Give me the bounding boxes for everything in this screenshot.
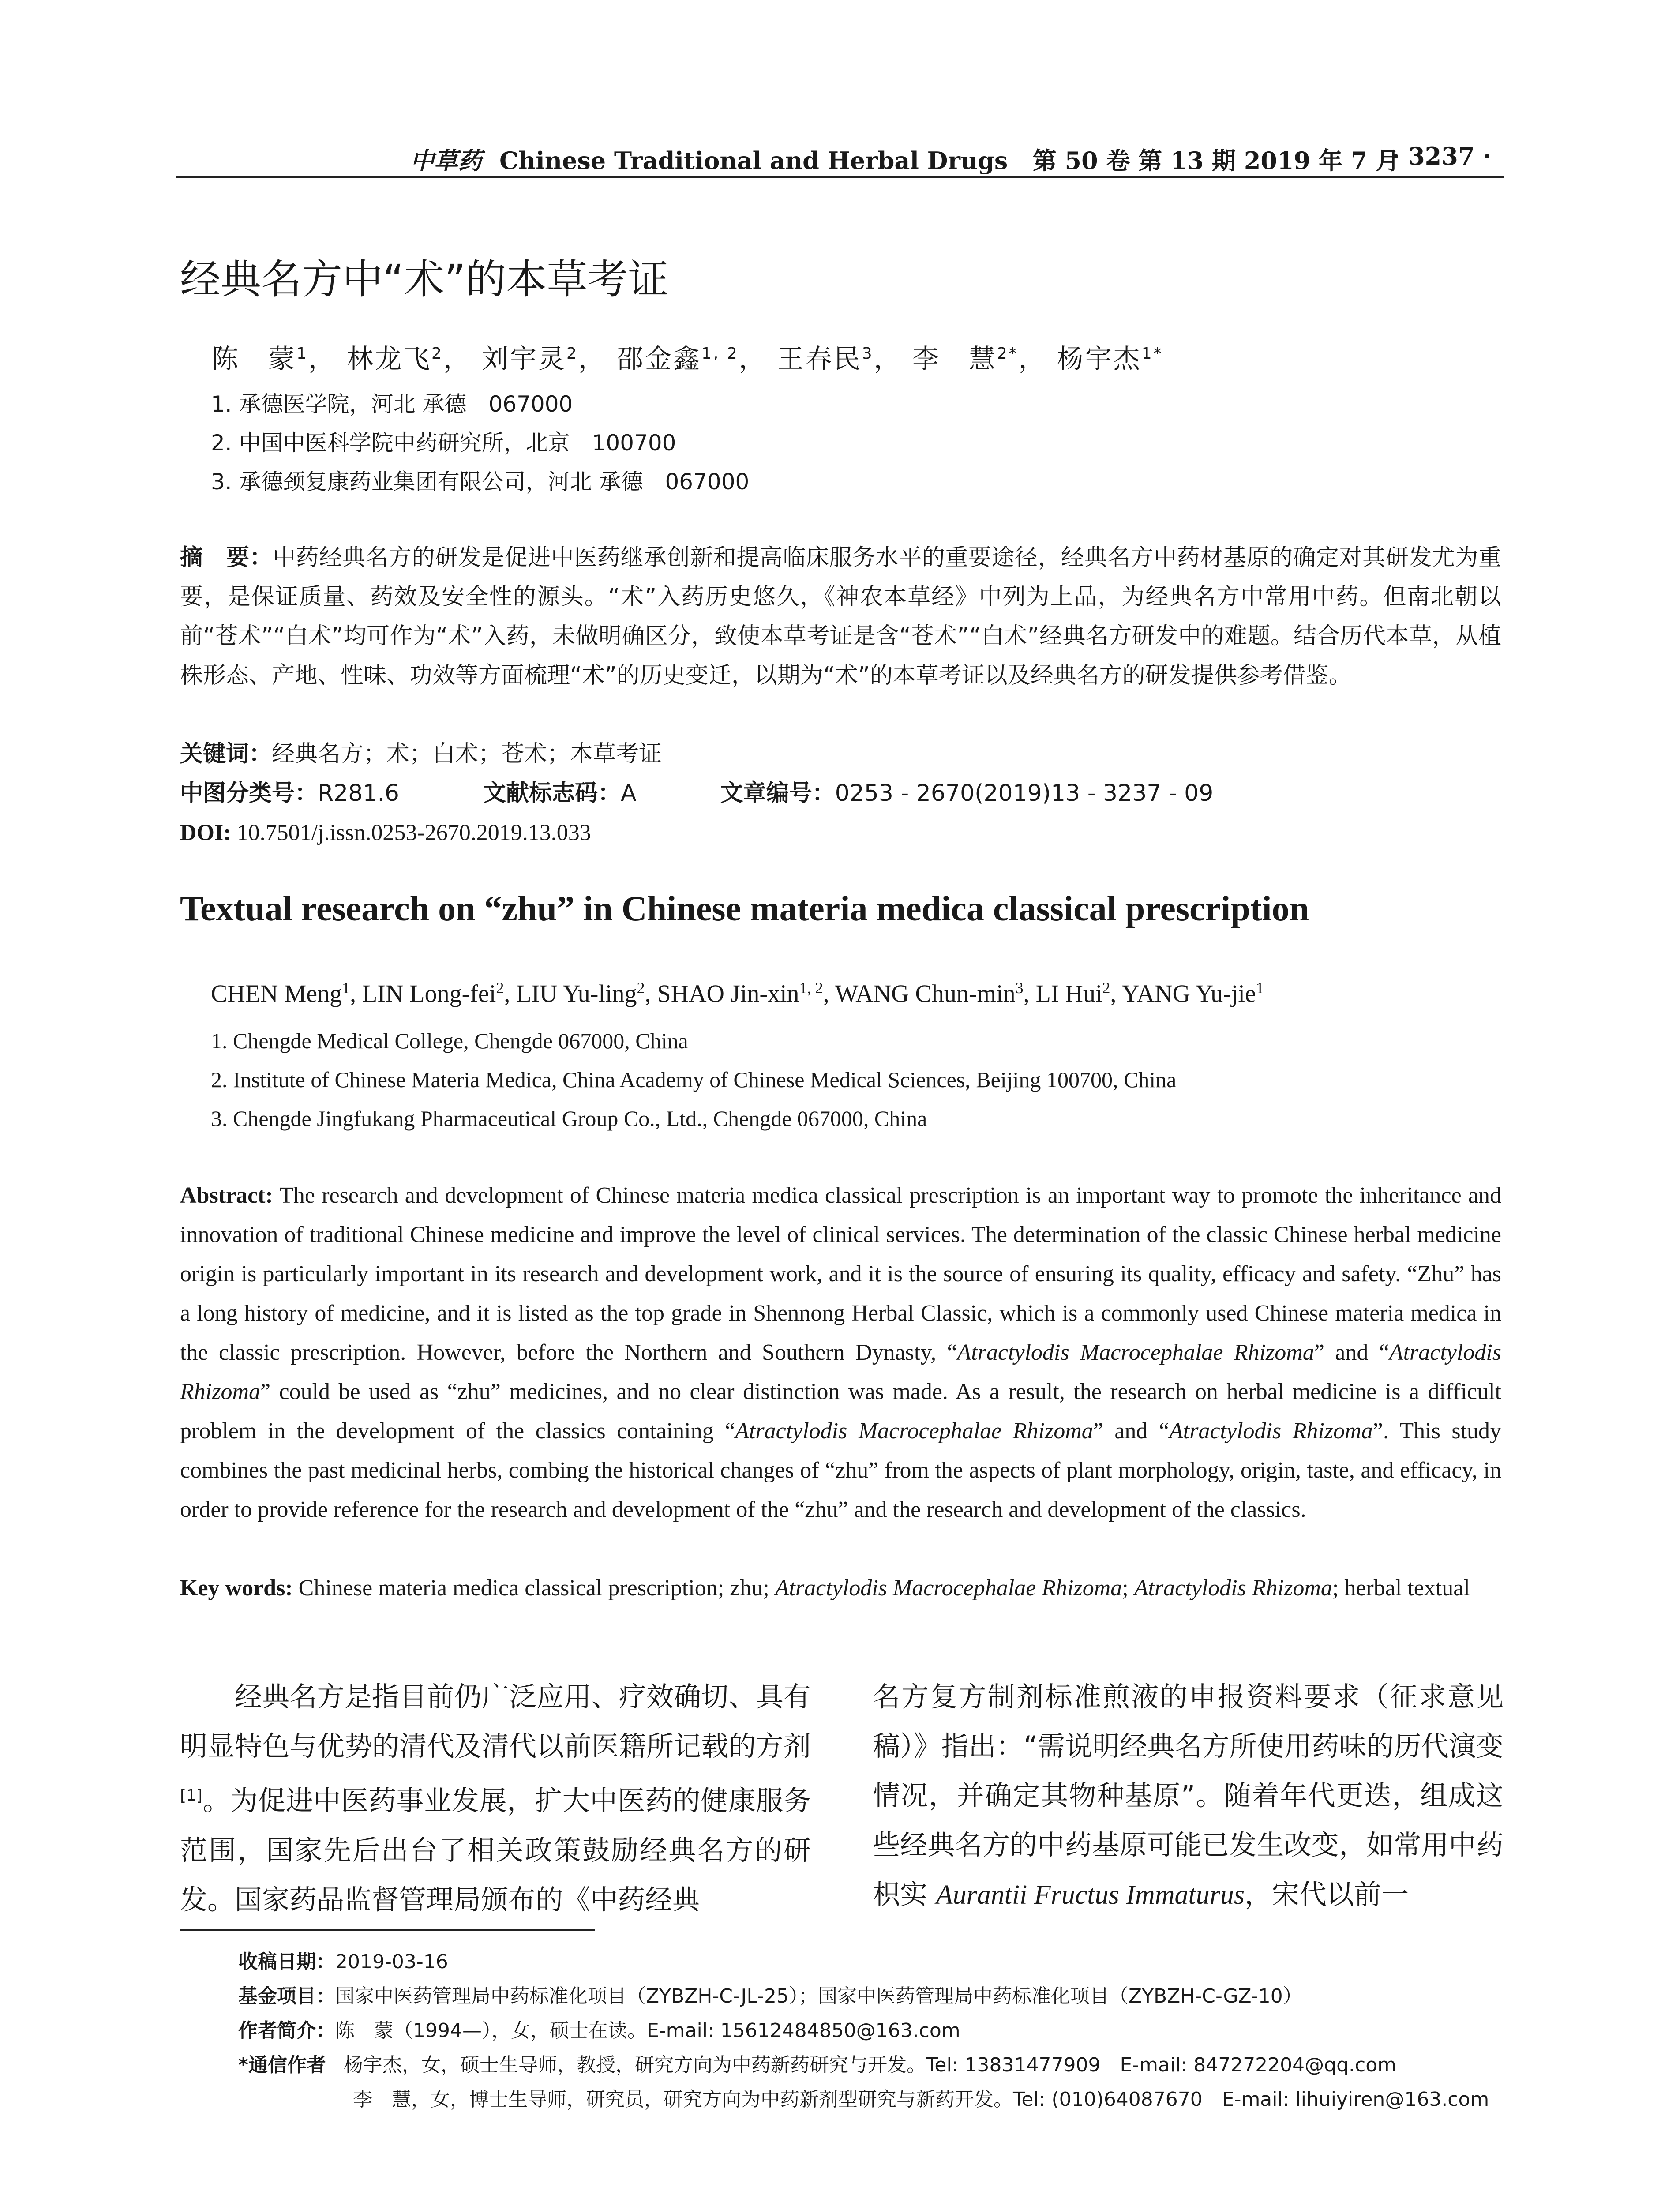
- footnote-funding: 基金项目：国家中医药管理局中药标准化项目（ZYBZH-C-JL-25）；国家中医药管理局中药标准化项目（ZYBZH-C-GZ-10）: [238, 1985, 1302, 2007]
- body-column-left: 经典名方是指目前仍广泛应用、疗效确切、具有明显特色与优势的清代及清代以前医籍所记载的方剂[1]。为促进中医药事业发展，扩大中医药的健康服务范围，国家先后出台了相关政策鼓励经典名方的研发。国家药品监督管理局颁布的《中药经典: [180, 1681, 811, 1916]
- latin-name: Atractylodis Macrocephalae Rhizoma: [735, 1418, 1093, 1444]
- reference-link[interactable]: [1]: [180, 1786, 202, 1805]
- doi-line: DOI: 10.7501/j.issn.0253-2670.2019.13.033: [180, 820, 591, 845]
- authors-cn: 陈 蒙$^1$， 林龙飞$^2$， 刘宇灵$^2$， 邵金鑫$^{1, 2}$， 王春民$^3$， 李 慧$^{2*}$， 杨宇杰$^{1*}$: [212, 344, 1163, 375]
- title-cn: 经典名方中“术”的本草考证: [180, 256, 669, 303]
- author-en: YANG Yu-jie: [1121, 980, 1256, 1008]
- author-en: WANG Chun-min: [835, 980, 1016, 1008]
- author-cn: 邵金鑫: [616, 344, 701, 375]
- latin-name: Atractylodis Rhizoma: [1134, 1576, 1332, 1601]
- author-cn: 林龙飞: [346, 344, 431, 375]
- title-en: Textual research on “zhu” in Chinese materia medica classical prescription: [180, 889, 1309, 928]
- author-en: LI Hui: [1035, 980, 1102, 1008]
- author-cn: 王春民: [777, 344, 862, 375]
- author-en: SHAO Jin-xin: [657, 980, 799, 1008]
- abstract-cn: [180, 538, 1501, 695]
- journal-name-cn: 中草药: [410, 146, 482, 175]
- author-cn: 陈 蒙: [212, 344, 296, 375]
- doi-link[interactable]: 10.7501/j.issn.0253-2670.2019.13.033: [236, 820, 591, 845]
- latin-name: Atractylodis Rhizoma: [180, 1340, 1501, 1404]
- affiliation-cn-2: 2. 中国中医科学院中药研究所，北京 100700: [211, 430, 676, 456]
- author-en: CHEN Meng: [211, 980, 342, 1008]
- affiliation-en-1: 1. Chengde Medical College, Chengde 067000, China: [211, 1028, 688, 1053]
- keywords-en: Key words: Chinese materia medica classical prescription; zhu; Atractylodis Macrocephalae Rhizoma; Atractylodis Rhizoma; herbal textual: [180, 1576, 1470, 1601]
- author-cn: 李 慧: [912, 344, 997, 375]
- footnote-author-bio: 作者简介：陈 蒙（1994—），女，硕士在读。E-mail: 15612484850@163.com: [238, 2019, 960, 2042]
- abstract-cn-text: 中药经典名方的研发是促进中医药继承创新和提高临床服务水平的重要途径，经典名方中药材基原的确定对其研发尤为重要，是保证质量、药效及安全性的源头。“术”入药历史悠久，《神农本草经》中列为上品，为经典名方中常用中药。但南北朝以前“苍术”“白术”均可作为“术”入药，未做明确区分，致使本草考证是含“苍术”“白术”经典名方研发中的难题。结合历代本草，从植株形态、产地、性味、功效等方面梳理“术”的历史变迁，以期为“术”的本草考证以及经典名方的研发提供参考借鉴。: [180, 544, 1501, 689]
- abstract-en-label: Abstract:: [180, 1183, 273, 1208]
- footnote-divider: [180, 1929, 595, 1931]
- classification-line: 中图分类号：R281.6 文献标志码：A 文章编号：0253 - 2670(2019)13 - 3237 - 09: [180, 780, 1214, 807]
- journal-name: [410, 142, 1399, 176]
- latin-name: Atractylodis Macrocephalae Rhizoma: [957, 1340, 1314, 1365]
- footnote-received: 收稿日期：2019-03-16: [238, 1951, 448, 1973]
- keywords-en-label: Key words:: [180, 1576, 293, 1601]
- footnote-corresponding-1: *通信作者 杨宇杰，女，硕士生导师，教授，研究方向为中药新药研究与开发。Tel: 13831477909 E-mail: 847272204@qq.com: [238, 2054, 1396, 2076]
- keywords-cn-label: 关键词：: [180, 741, 272, 767]
- latin-name: Aurantii Fructus Immaturus: [936, 1880, 1245, 1910]
- abstract-en: Abstract: The research and development of Chinese materia medica classical prescription is an important way to promote the inheritance and innovation of traditional Chinese medicine and improve the level of clinical services. The determination of the classic Chinese herbal medicine origin is particularly important in its research and development work, and it is the source of ensuring its quality, efficacy and safety. “Zhu” has a long history of medicine, and it is listed as the top grade in Shennong Herbal Classic, which is a commonly used Chinese materia medica in the classic prescription. However, before the Northern and Southern Dynasty, “Atractylodis Macrocephalae Rhizoma” and “Atractylodis Rhizoma” could be used as “zhu” medicines, and no clear distinction was made. As a result, the research on herbal medicine is a difficult problem in the development of the classics containing “Atractylodis Macrocephalae Rhizoma” and “Atractylodis Rhizoma”. This study combines the past medicinal herbs, combing the historical changes of “zhu” from the aspects of plant morphology, origin, taste, and efficacy, in order to provide reference for the research and development of the “zhu” and the research and development of the classics.: [180, 1183, 1502, 1522]
- author-en: LIU Yu-ling: [516, 980, 637, 1008]
- journal-name-en: Chinese Traditional and Herbal Drugs: [499, 146, 1008, 175]
- affiliation-cn-1: 1. 承德医学院，河北 承德 067000: [211, 391, 573, 417]
- clc-number: R281.6: [318, 780, 400, 807]
- latin-name: Atractylodis Rhizoma: [1169, 1418, 1373, 1444]
- author-cn: 杨宇杰: [1057, 344, 1142, 375]
- author-en: LIN Long-fei: [362, 980, 496, 1008]
- journal-issue: 第 50 卷 第 13 期 2019 年 7 月: [1032, 146, 1400, 175]
- running-header: [176, 140, 1504, 178]
- author-cn: 刘宇灵: [481, 344, 566, 375]
- latin-name: Atractylodis Macrocephalae Rhizoma: [775, 1576, 1122, 1601]
- footnote-corresponding-2: 李 慧，女，博士生导师，研究员，研究方向为中药新剂型研究与新药开发。Tel: (010)64087670 E-mail: lihuiyiren@163.com: [353, 2088, 1489, 2111]
- keywords-cn-text: 经典名方；术；白术；苍术；本草考证: [272, 741, 662, 767]
- keywords-cn: [180, 735, 1501, 774]
- affiliation-en-2: 2. Institute of Chinese Materia Medica, China Academy of Chinese Medical Sciences, Beijing 100700, China: [211, 1067, 1177, 1092]
- abstract-cn-label: 摘 要：: [180, 544, 273, 571]
- article-number: 0253 - 2670(2019)13 - 3237 - 09: [835, 780, 1214, 807]
- authors-en: CHEN Meng$^1$, LIN Long-fei$^2$, LIU Yu-ling$^2$, SHAO Jin-xin$^{1, 2}$, WANG Chun-$\min^3$, LI Hui$^2$, YANG Yu-jie$^1$: [211, 979, 1264, 1008]
- body-column-right: 名方复方制剂标准煎液的申报资料要求（征求意见稿）》指出：“需说明经典名方所使用药味的历代演变情况，并确定其物种基原”。随着年代更迭，组成这些经典名方的中药基原可能已发生改变，如常用中药枳实 Aurantii Fructus Immaturus，宋代以前一: [873, 1681, 1504, 1910]
- affiliation-cn-3: 3. 承德颈复康药业集团有限公司，河北 承德 067000: [211, 469, 750, 495]
- page-number: · 3237 ·: [1391, 142, 1491, 170]
- affiliation-en-3: 3. Chengde Jingfukang Pharmaceutical Group Co., Ltd., Chengde 067000, China: [211, 1106, 927, 1131]
- document-code: A: [621, 780, 637, 807]
